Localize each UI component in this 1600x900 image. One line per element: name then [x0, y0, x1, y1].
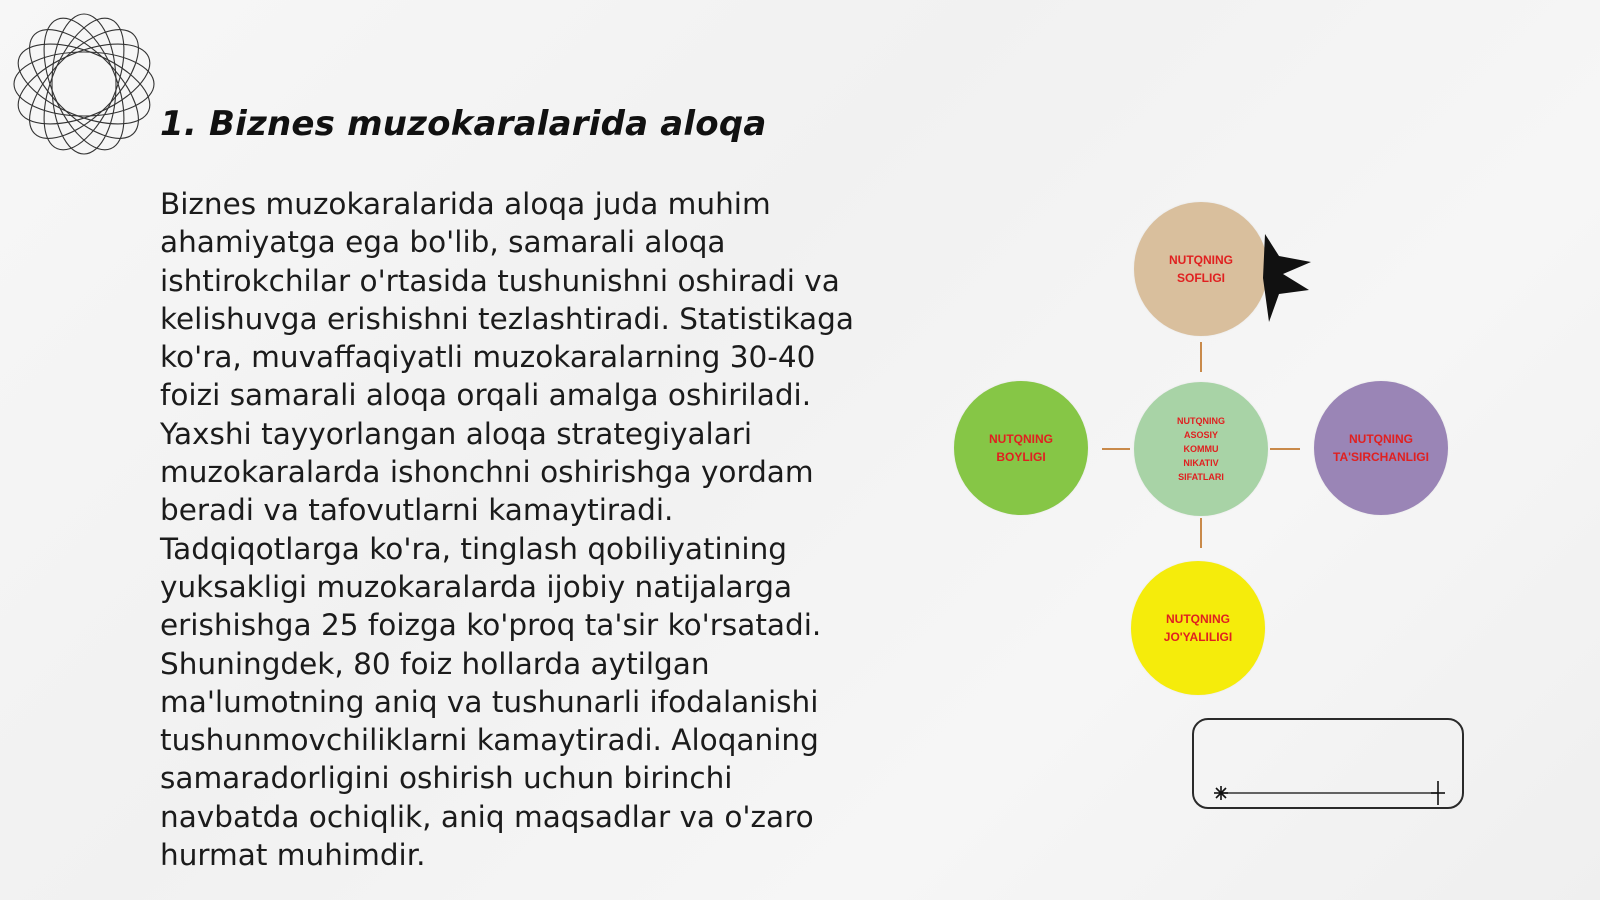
cross-star-icon	[1431, 781, 1445, 805]
quality-richness-circle	[954, 381, 1088, 515]
quality-richness-label: NUTQNING BOYLIGI	[989, 432, 1053, 464]
slide-title: 1. Biznes muzokaralarida aloqa	[160, 104, 767, 144]
quality-purity-circle	[1134, 202, 1268, 336]
sparkle-icon	[1214, 786, 1228, 800]
rosette-rings-icon	[10, 10, 158, 158]
quality-appropriateness-label: NUTQNING JO'YALILIGI	[1163, 612, 1233, 644]
connector-right	[1270, 448, 1300, 450]
core-qualities-label: NUTQNING ASOSIY KOMMU NIKATIV SIFATLARI	[1177, 416, 1225, 482]
connector-top	[1200, 342, 1202, 372]
quality-expressiveness-label: NUTQNING TA'SIRCHANLIGI	[1333, 432, 1429, 464]
connector-bottom	[1200, 518, 1202, 548]
quality-expressiveness-circle	[1314, 381, 1448, 515]
quality-appropriateness-circle	[1131, 561, 1265, 695]
starburst-icon	[1263, 232, 1313, 324]
quality-purity-label: NUTQNING SOFLIGI	[1169, 253, 1233, 285]
decorative-line	[1214, 778, 1446, 808]
core-qualities-circle	[1134, 382, 1268, 516]
slide-body-text: Biznes muzokaralarida aloqa juda muhim ahamiyatga ega bo'lib, samarali aloqa ishtirokchilar o'rtasida tushunishni oshiradi va kelishuvga erishishni tezlashtiradi. Statistikaga ko'ra, muvaffaqiyatli muzokaralarning 30-40 foizi samarali aloqa orqali amalga oshiriladi. Yaxshi tayyorlangan aloqa strategiyalari muzokaralarda ishonchni oshirishga yordam beradi va tafovutlarni kamaytiradi. Tadqiqotlarga ko'ra, tinglash qobiliyatining yuksakligi muzokaralarda ijobiy natijalarga erishishga 25 foizga ko'proq ta'sir ko'rsatadi. Shuningdek, 80 foiz hollarda aytilgan ma'lumotning aniq va tushunarli ifodalanishi tushunmovchiliklarni kamaytiradi. Aloqaning samaradorligini oshirish uchun birinchi navbatda ochiqlik, aniq maqsadlar va o'zaro hurmat muhimdir.	[160, 187, 854, 873]
connector-left	[1102, 448, 1130, 450]
